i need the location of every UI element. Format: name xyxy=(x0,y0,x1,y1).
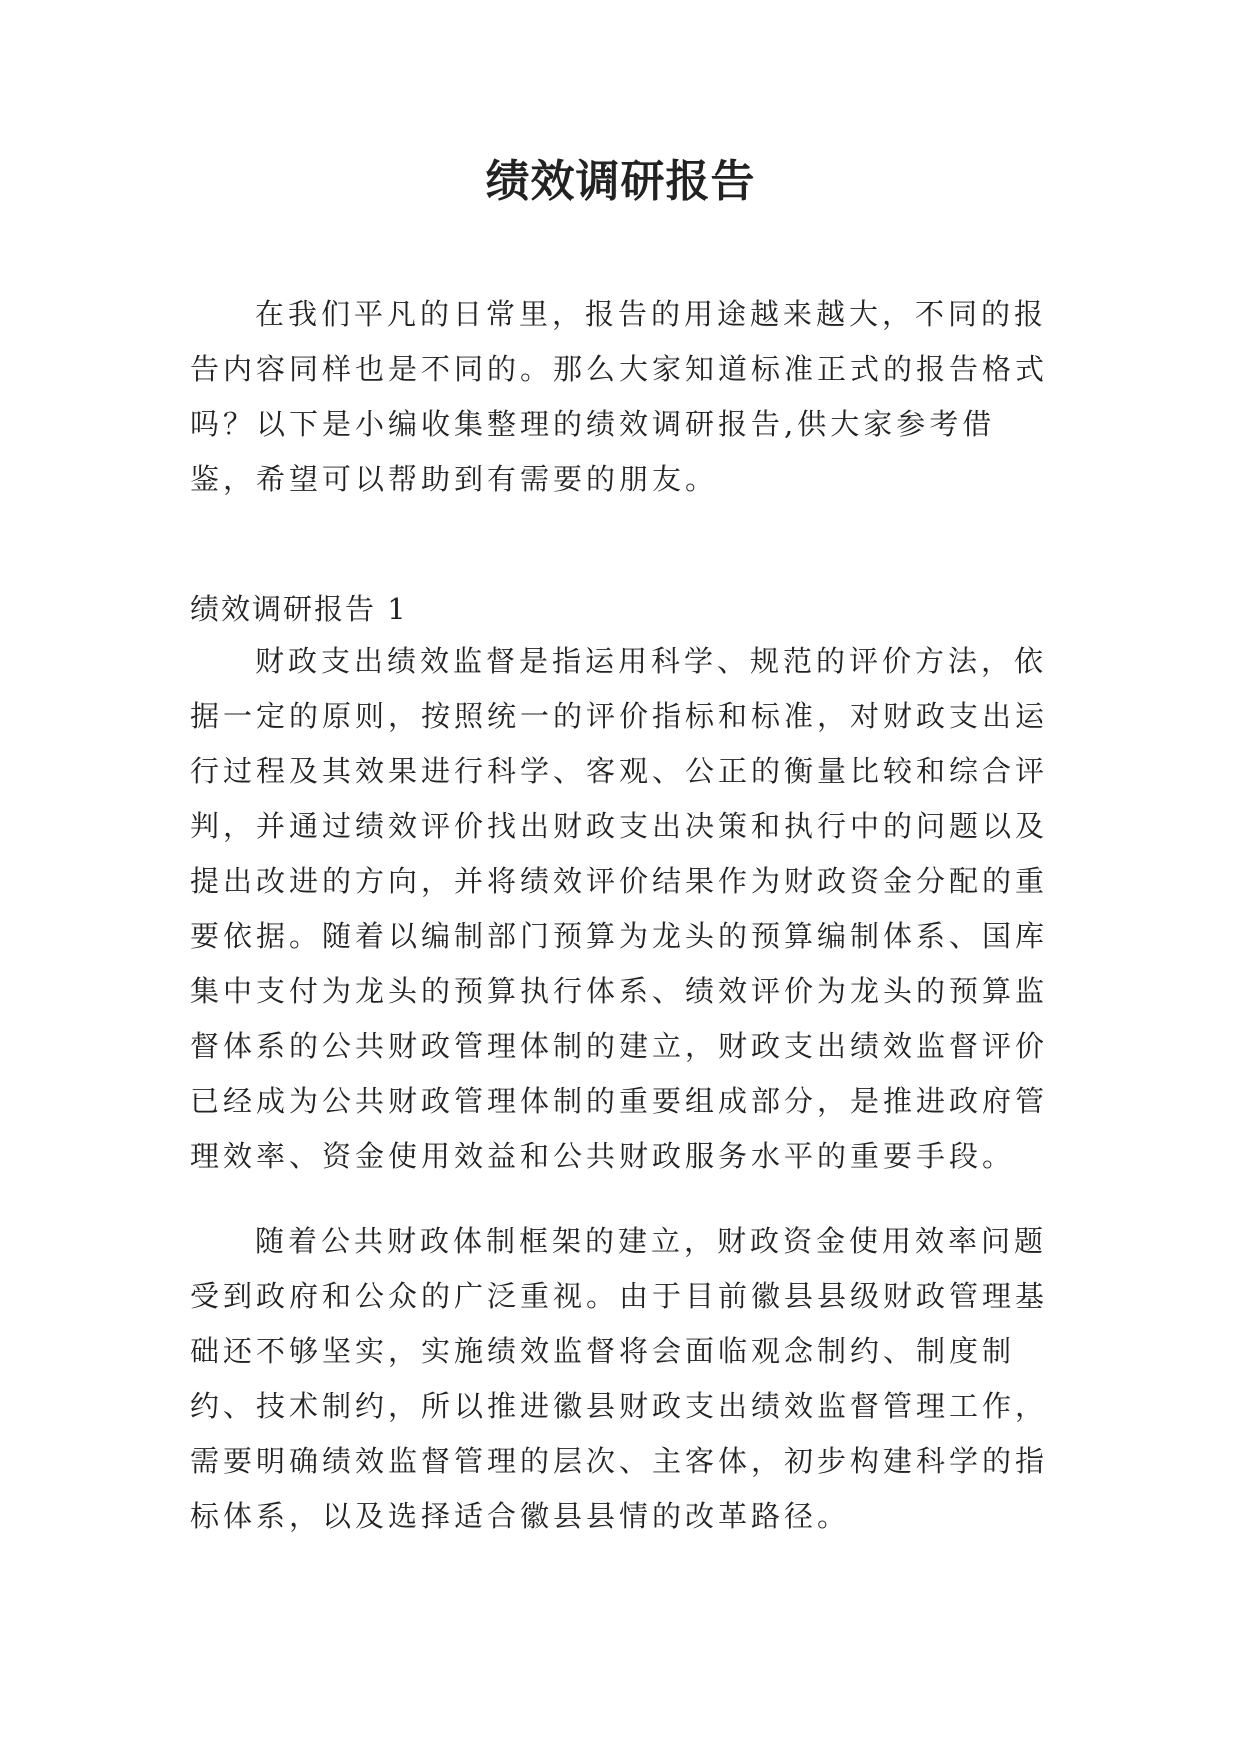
section-paragraph: 财政支出绩效监督是指运用科学、规范的评价方法，依据一定的原则，按照统一的评价指标和标准，对财政支出运行过程及其效果进行科学、客观、公正的衡量比较和综合评判，并通过绩效评价找出财政支出决策和执行中的问题以及提出改进的方向，并将绩效评价结果作为财政资金分配的重要依据。随着以编制部门预算为龙头的预算编制体系、国库集中支付为龙头的预算执行体系、绩效评价为龙头的预算监督体系的公共财政管理体制的建立，财政支出绩效监督评价已经成为公共财政管理体制的重要组成部分，是推进政府管理效率、资金使用效益和公共财政服务水平的重要手段。 xyxy=(190,644,1049,1173)
section-heading: 绩效调研报告 1 xyxy=(190,592,408,626)
section-paragraph: 随着公共财政体制框架的建立，财政资金使用效率问题受到政府和公众的广泛重视。由于目前徽县县级财政管理基础还不够坚实，实施绩效监督将会面临观念制约、制度制约、技术制约，所以推进徽县财政支出绩效监督管理工作，需要明确绩效监督管理的层次、主客体，初步构建科学的指标体系，以及选择适合徽县县情的改革路径。 xyxy=(190,1224,1049,1533)
intro-paragraph: 在我们平凡的日常里，报告的用途越来越大，不同的报告内容同样也是不同的。那么大家知道标准正式的报告格式吗？以下是小编收集整理的绩效调研报告,供大家参考借鉴，希望可以帮助到有需要的朋友。 xyxy=(190,297,1049,496)
document-title: 绩效调研报告 xyxy=(485,156,756,207)
